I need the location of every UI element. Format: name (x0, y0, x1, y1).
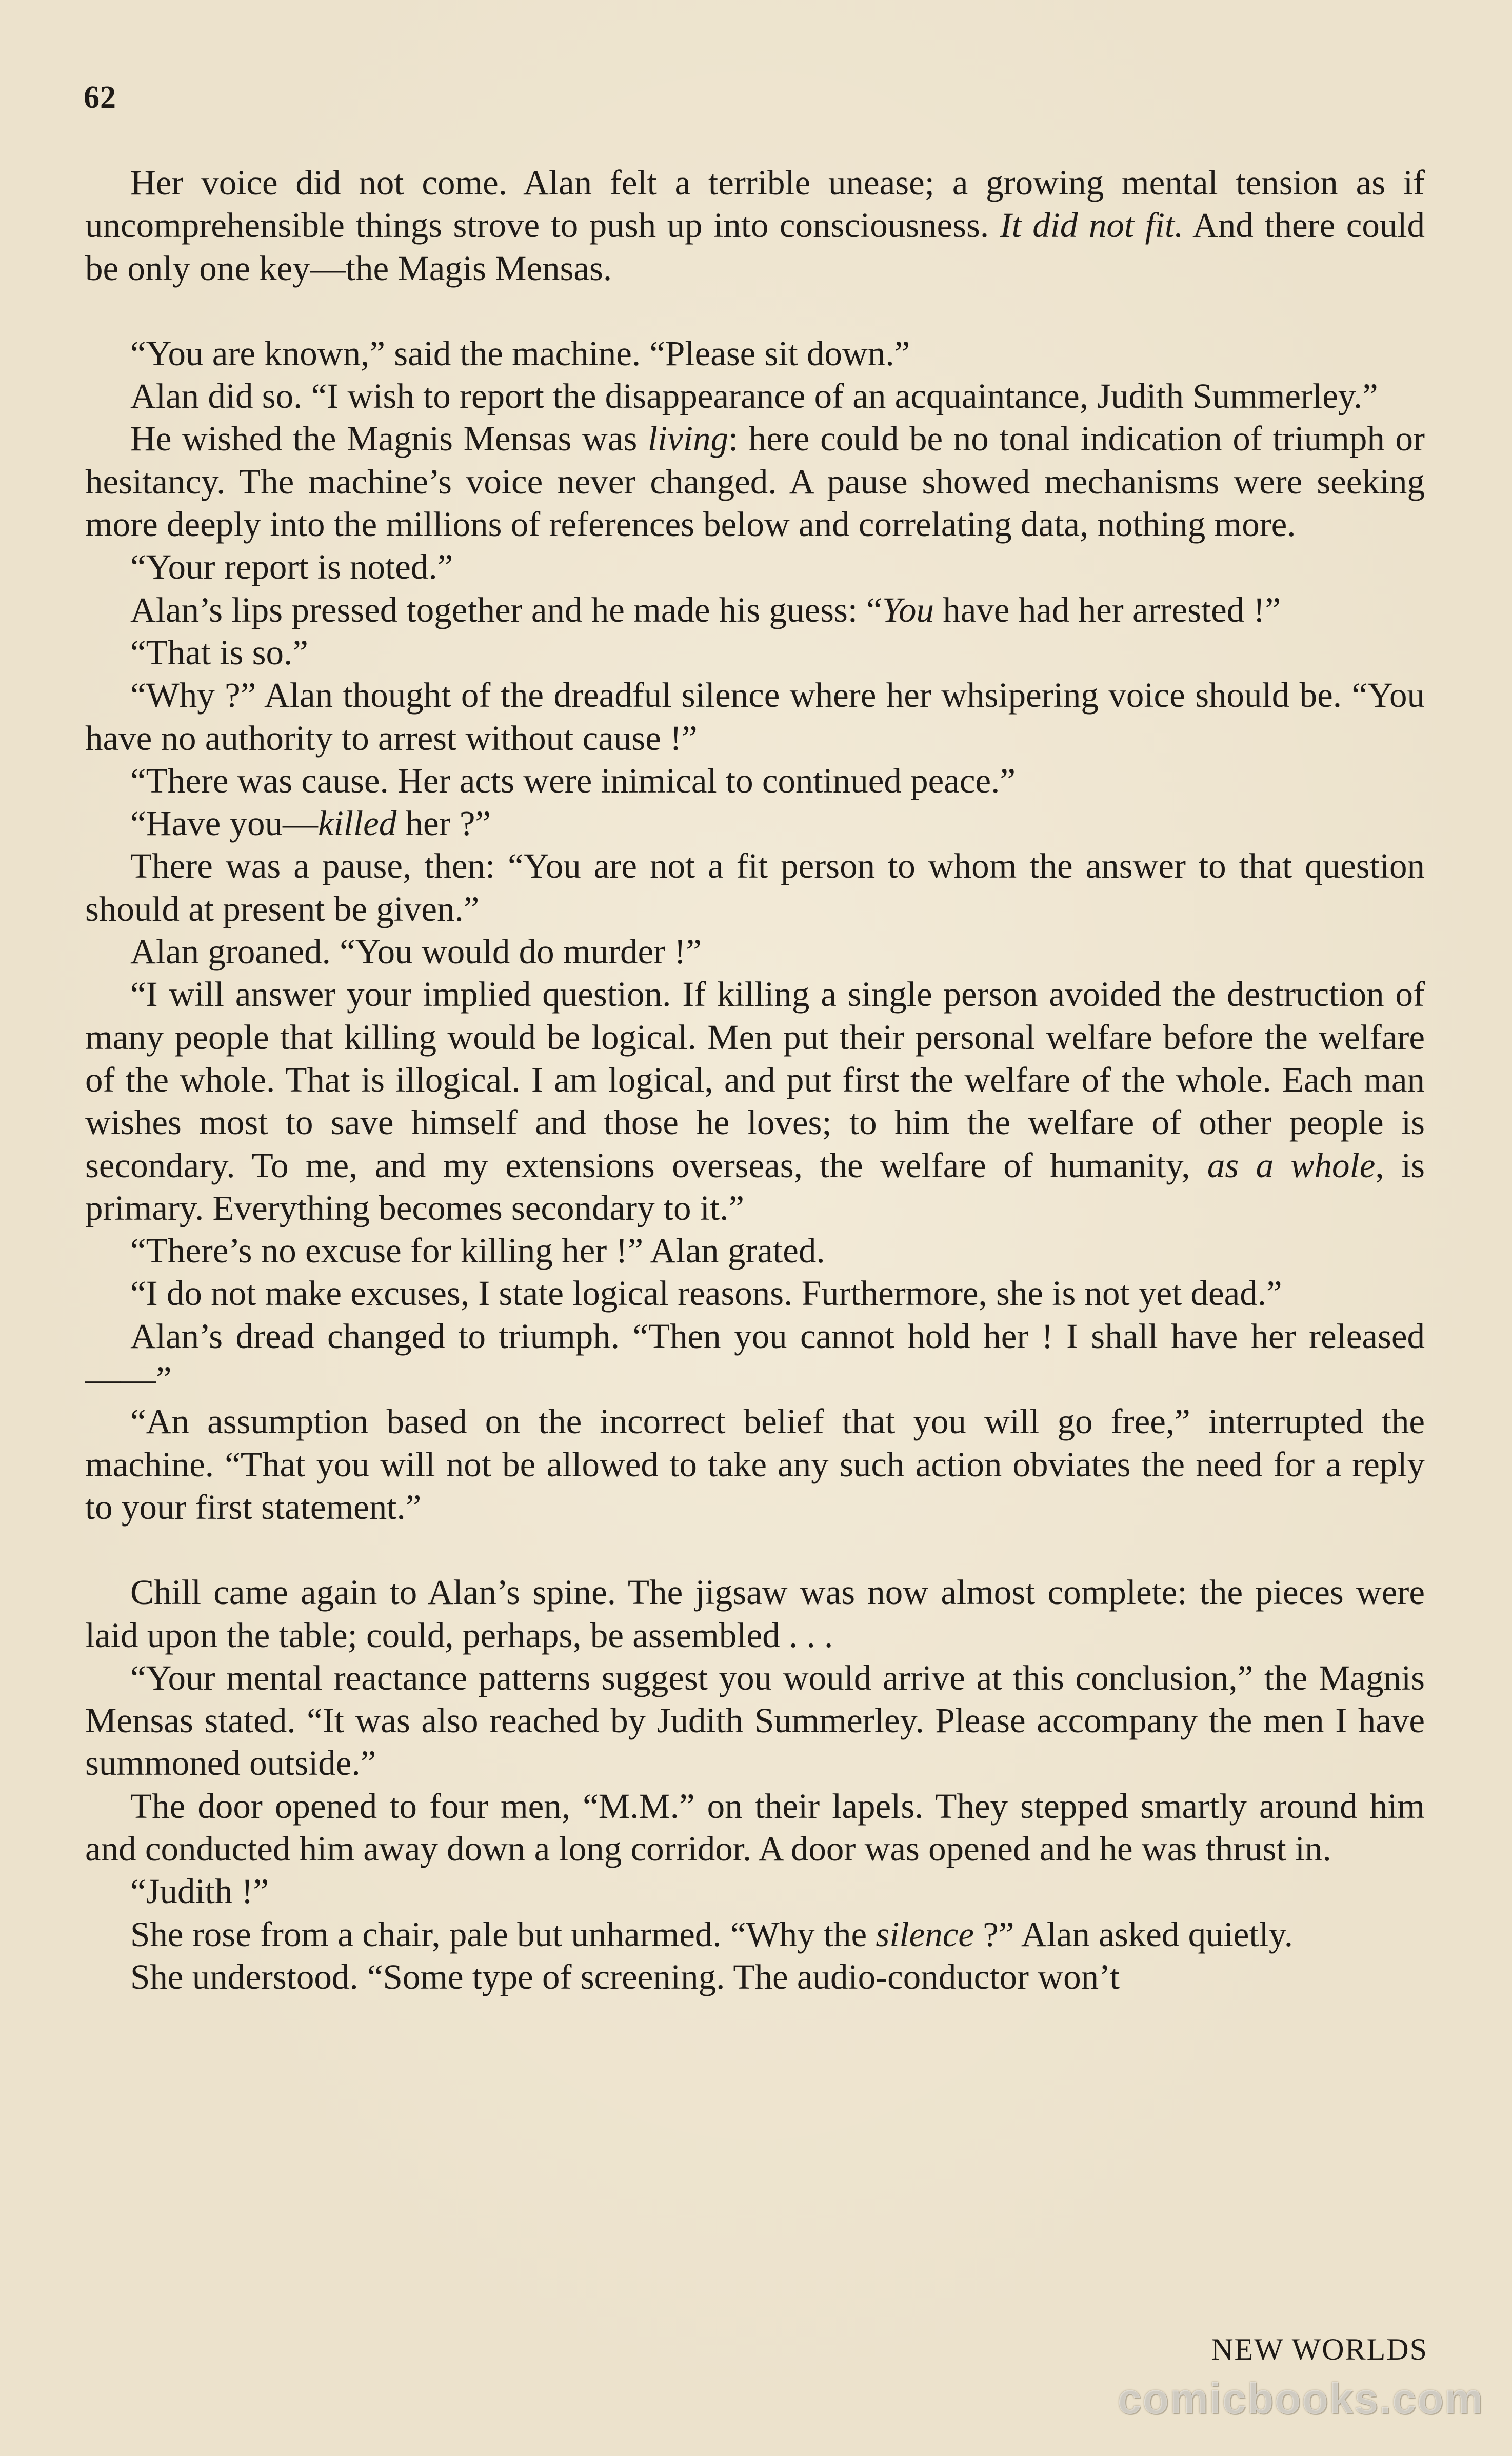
text-segment: “I will answer your implied question. If killing a single person avoided the destruction of many people that killing would be logical. Men put their personal welfare before the welfare of the whole. That is illogical. I am logical, and put first the welfare of the whole. Each man wishes most to save himself and those he loves; to him the welfare of other people is secondary. To me, and my extensions overseas, the welfare of humanity, (85, 975, 1425, 1185)
paragraph (85, 1785, 1425, 1871)
paragraph (85, 674, 1425, 760)
italic-text-segment: It did not fit. (1000, 206, 1184, 245)
paragraph (85, 1571, 1425, 1657)
text-segment: “That is so.” (130, 632, 308, 672)
text-segment: : here could be no tonal indication of triumph or hesitancy. The machine’s voice never changed. A pause showed mechanisms were seeking more deeply into the millions of references below and correlating data, nothing more. (85, 419, 1425, 544)
text-segment: Alan did so. “I wish to report the disappearance of an acquaintance, Judith Summerley.” (130, 377, 1378, 416)
text-segment: The door opened to four men, “M.M.” on their lapels. They stepped smartly around him and conducted him away down a long corridor. A door was opened and he was thrust in. (85, 1786, 1425, 1868)
paragraph (85, 1956, 1425, 1998)
text-segment: her ?” (396, 804, 491, 843)
italic-text-segment: killed (317, 804, 397, 843)
italic-text-segment: You (882, 590, 934, 629)
italic-text-segment: silence (876, 1914, 974, 1954)
text-segment: He wished the Magnis Mensas was (130, 419, 648, 459)
paragraph (85, 1913, 1425, 1956)
text-segment: ?” Alan asked quietly. (973, 1914, 1294, 1954)
text-segment: “Your mental reactance patterns suggest you would arrive at this conclusion,” the Magnis Mensas stated. “It was also reached by Judith Summerley. Please accompany the men I have summoned outside.” (85, 1658, 1425, 1783)
text-segment: “Have you— (130, 804, 318, 843)
paragraph (85, 930, 1425, 973)
paragraph (85, 1657, 1425, 1785)
paragraph (85, 631, 1425, 674)
paragraph (85, 162, 1425, 290)
text-segment: Chill came again to Alan’s spine. The jigsaw was now almost complete: the pieces were laid upon the table; could, perhaps, be assembled . . . (85, 1573, 1425, 1655)
paragraph (85, 546, 1425, 588)
running-footer: NEW WORLDS (1211, 2332, 1428, 2366)
italic-text-segment: living (647, 419, 729, 459)
paragraph (85, 1230, 1425, 1272)
text-segment: Alan groaned. “You would do murder !” (130, 932, 702, 972)
page-number: 62 (84, 80, 116, 115)
text-segment: “You are known,” said the machine. “Please sit down.” (130, 333, 910, 373)
paragraph (85, 1870, 1425, 1913)
paragraph (85, 418, 1425, 546)
text-segment: “I do not make excuses, I state logical reasons. Furthermore, she is not yet dead.” (130, 1274, 1282, 1313)
text-segment: Alan’s dread changed to triumph. “Then you cannot hold her ! I shall have her released——” (85, 1316, 1425, 1399)
text-segment: , is primary. Everything becomes secondary to it.” (85, 1145, 1425, 1227)
text-segment: There was a pause, then: “You are not a fit person to whom the answer to that question should at present be given.” (85, 846, 1425, 928)
text-segment: “There was cause. Her acts were inimical to continued peace.” (130, 761, 1016, 800)
text-segment: have had her arrested !” (933, 590, 1281, 629)
text-segment: Alan’s lips pressed together and he made his guess: “ (130, 590, 882, 629)
text-segment: “An assumption based on the incorrect belief that you will go free,” interrupted the machine. “That you will not be allowed to take any such action obviates the need for a reply to your first statement.” (85, 1402, 1425, 1527)
paragraph (85, 1400, 1425, 1529)
text-segment: And there could be only one key—the Magis Mensas. (85, 206, 1425, 288)
paragraph (85, 1315, 1425, 1401)
paragraph (85, 375, 1425, 418)
paragraph (85, 1272, 1425, 1315)
paragraph (85, 845, 1425, 930)
text-segment: She rose from a chair, pale but unharmed. “Why the (130, 1914, 876, 1954)
italic-text-segment: as a whole (1207, 1145, 1376, 1185)
watermark: comicbooks.com (1117, 2374, 1484, 2423)
text-segment: She understood. “Some type of screening. The audio-conductor won’t (130, 1957, 1120, 1996)
text-segment: “Your report is noted.” (130, 547, 453, 587)
paragraph (85, 802, 1425, 845)
text-segment: “There’s no excuse for killing her !” Alan grated. (130, 1231, 825, 1271)
text-segment: Her voice did not come. Alan felt a terrible unease; a growing mental tension as if uncomprehensible things strove to push up into consciousness. (85, 163, 1425, 245)
paragraph (85, 973, 1425, 1230)
text-segment: “Judith !” (130, 1872, 269, 1911)
paragraph (85, 332, 1425, 375)
paragraph (85, 589, 1425, 631)
story-text (85, 162, 1425, 1998)
paragraph (85, 760, 1425, 802)
text-segment: “Why ?” Alan thought of the dreadful silence where her whsipering voice should be. “You have no authority to arrest without cause !” (85, 676, 1425, 758)
